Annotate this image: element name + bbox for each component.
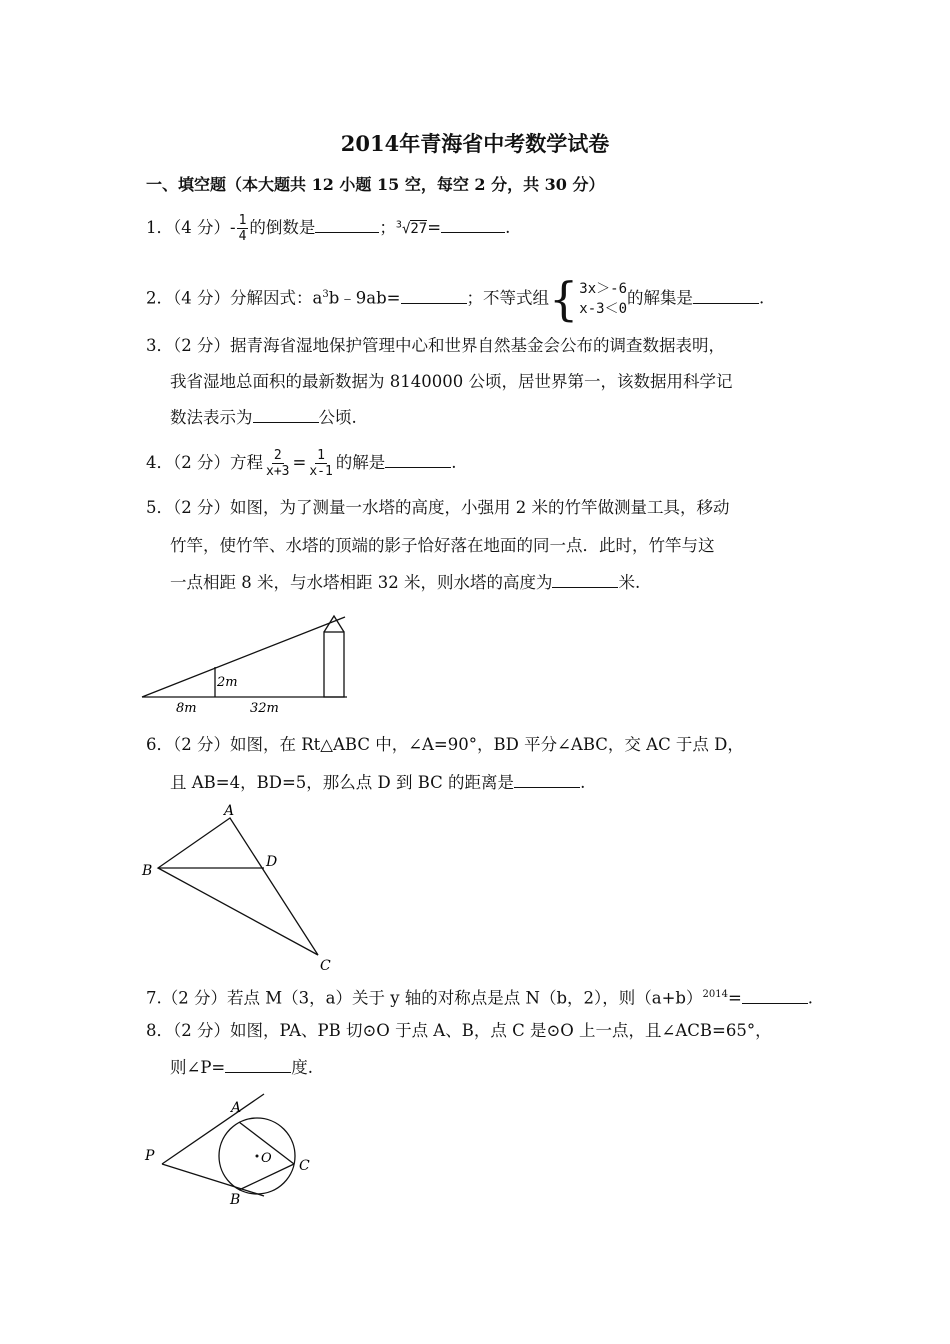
q8-text-b: 度. (291, 1058, 314, 1077)
circle-tangent-figure (140, 1092, 330, 1210)
answer-blank[interactable] (742, 987, 808, 1004)
q4-eq: = (292, 453, 307, 472)
pole-height-label: 2m (217, 675, 238, 690)
q1-eq: = (427, 218, 442, 237)
q1-fraction (237, 213, 249, 244)
frac-num: 1 (317, 448, 325, 463)
q1-sep: ； (379, 218, 396, 237)
answer-blank[interactable] (315, 216, 379, 233)
q1-text-a: 的倒数是 (249, 218, 316, 237)
q2-prefix: 2．（4 分）分解因式：a (146, 288, 323, 308)
water-tower (324, 632, 344, 697)
q8-line-2 (170, 1056, 313, 1080)
triangle-abc-figure (138, 800, 348, 975)
q1-neg-sign: - (230, 218, 236, 237)
q3-text-a: 数法表示为 (170, 408, 253, 427)
answer-blank[interactable] (225, 1056, 291, 1073)
triangle-abc (158, 818, 318, 955)
frac-den: x+3 (266, 464, 290, 479)
radical-sign: √ (401, 221, 411, 237)
q7-sup: 2014 (702, 989, 728, 1000)
q1-frac-num: 1 (238, 213, 247, 228)
q6-text-b: . (580, 773, 586, 792)
q6-text-a: 且 AB=4，BD=5，那么点 D 到 BC 的距离是 (170, 773, 515, 792)
q7-end: . (807, 988, 814, 1008)
q6-line-1: 6．（2 分）如图，在 Rt△ABC 中，∠A=90°，BD 平分∠ABC，交 AC 于点 D， (146, 735, 744, 754)
q5-line-2: 竹竿，使竹竿、水塔的顶端的影子恰好落在地面的同一点．此时，竹竿与这 (170, 536, 715, 555)
q3-text-b: 公顷. (318, 408, 357, 427)
label-d: D (266, 854, 278, 870)
q4-prefix: 4．（2 分）方程 (146, 453, 263, 472)
radicand: 27 (410, 221, 428, 237)
answer-blank[interactable] (253, 406, 319, 423)
q2-end: . (759, 288, 765, 308)
frac-den: x-1 (309, 464, 333, 479)
root-index: 3 (395, 219, 402, 231)
q2-sup: 3 (322, 289, 329, 300)
label-a: A (231, 1100, 242, 1116)
water-tower-figure (140, 608, 360, 720)
sight-line (142, 617, 345, 697)
label-b: B (230, 1192, 241, 1208)
q7-text-b: = (727, 988, 742, 1008)
q1-prefix: 1．（4 分） (146, 218, 230, 237)
q4-end: . (451, 453, 457, 472)
inequality-2: x-3＜0 (579, 301, 627, 317)
q5-text-a: 一点相距 8 米，与水塔相距 32 米，则水塔的高度为 (170, 573, 553, 592)
distance-32-label: 32m (250, 701, 279, 716)
page-title: 2014年青海省中考数学试卷 (340, 131, 610, 156)
section-heading: 一、填空题（本大题共 12 小题 15 空，每空 2 分，共 30 分） (146, 175, 605, 194)
label-c: C (299, 1158, 310, 1174)
q5-line-1: 5．（2 分）如图，为了测量一水塔的高度，小强用 2 米的竹竿做测量工具，移动 (146, 498, 730, 517)
frac-num: 2 (273, 448, 282, 463)
answer-blank[interactable] (693, 287, 759, 304)
q5-line-3 (170, 571, 640, 595)
q1-end: . (505, 218, 511, 237)
chord-bc (239, 1164, 294, 1190)
q4-fraction-2 (307, 448, 334, 479)
distance-8-label: 8m (176, 701, 197, 716)
q5-text-b: 米. (618, 573, 641, 592)
answer-blank[interactable] (514, 771, 580, 788)
answer-blank[interactable] (552, 571, 618, 588)
question-2 (146, 272, 765, 326)
answer-blank[interactable] (385, 451, 451, 468)
label-p: P (145, 1148, 155, 1164)
q8-text-a: 则∠P= (170, 1058, 226, 1077)
q4-fraction-1 (264, 448, 291, 479)
q6-line-2 (170, 771, 585, 795)
q2-text-b: ；不等式组 (466, 288, 549, 308)
q8-line-1: 8．（2 分）如图，PA、PB 切⊙O 于点 A、B，点 C 是⊙O 上一点，且∠ACB=65°， (146, 1021, 772, 1040)
q1-frac-den: 4 (238, 229, 247, 244)
q4-text-a: 的解是 (335, 453, 386, 472)
label-b: B (142, 863, 153, 879)
q3-line-3 (170, 406, 357, 430)
question-4 (146, 448, 457, 479)
cube-root (396, 221, 427, 237)
answer-blank[interactable] (401, 287, 467, 304)
q3-line-1: 3．（2 分）据青海省湿地保护管理中心和世界自然基金会公布的调查数据表明， (146, 336, 725, 355)
q2-text-a: b﹣9ab= (328, 288, 401, 308)
label-o: O (261, 1151, 272, 1166)
q3-line-2: 我省湿地总面积的最新数据为 8140000 公顷，居世界第一，该数据用科学记 (170, 372, 733, 391)
center-dot (256, 1155, 259, 1158)
inequality-system (549, 272, 627, 326)
question-7 (146, 983, 813, 1011)
question-1 (146, 213, 510, 244)
brace-icon: { (549, 272, 579, 326)
inequality-1: 3x＞-6 (579, 281, 627, 297)
answer-blank[interactable] (441, 216, 505, 233)
tangent-pb (162, 1164, 264, 1196)
label-c: C (320, 958, 331, 974)
q2-text-c: 的解集是 (627, 288, 693, 308)
q7-text-a: 7.（2 分）若点 M（3，a）关于 y 轴的对称点是点 N（b，2），则（a+b） (146, 988, 703, 1008)
label-a: A (224, 803, 235, 819)
